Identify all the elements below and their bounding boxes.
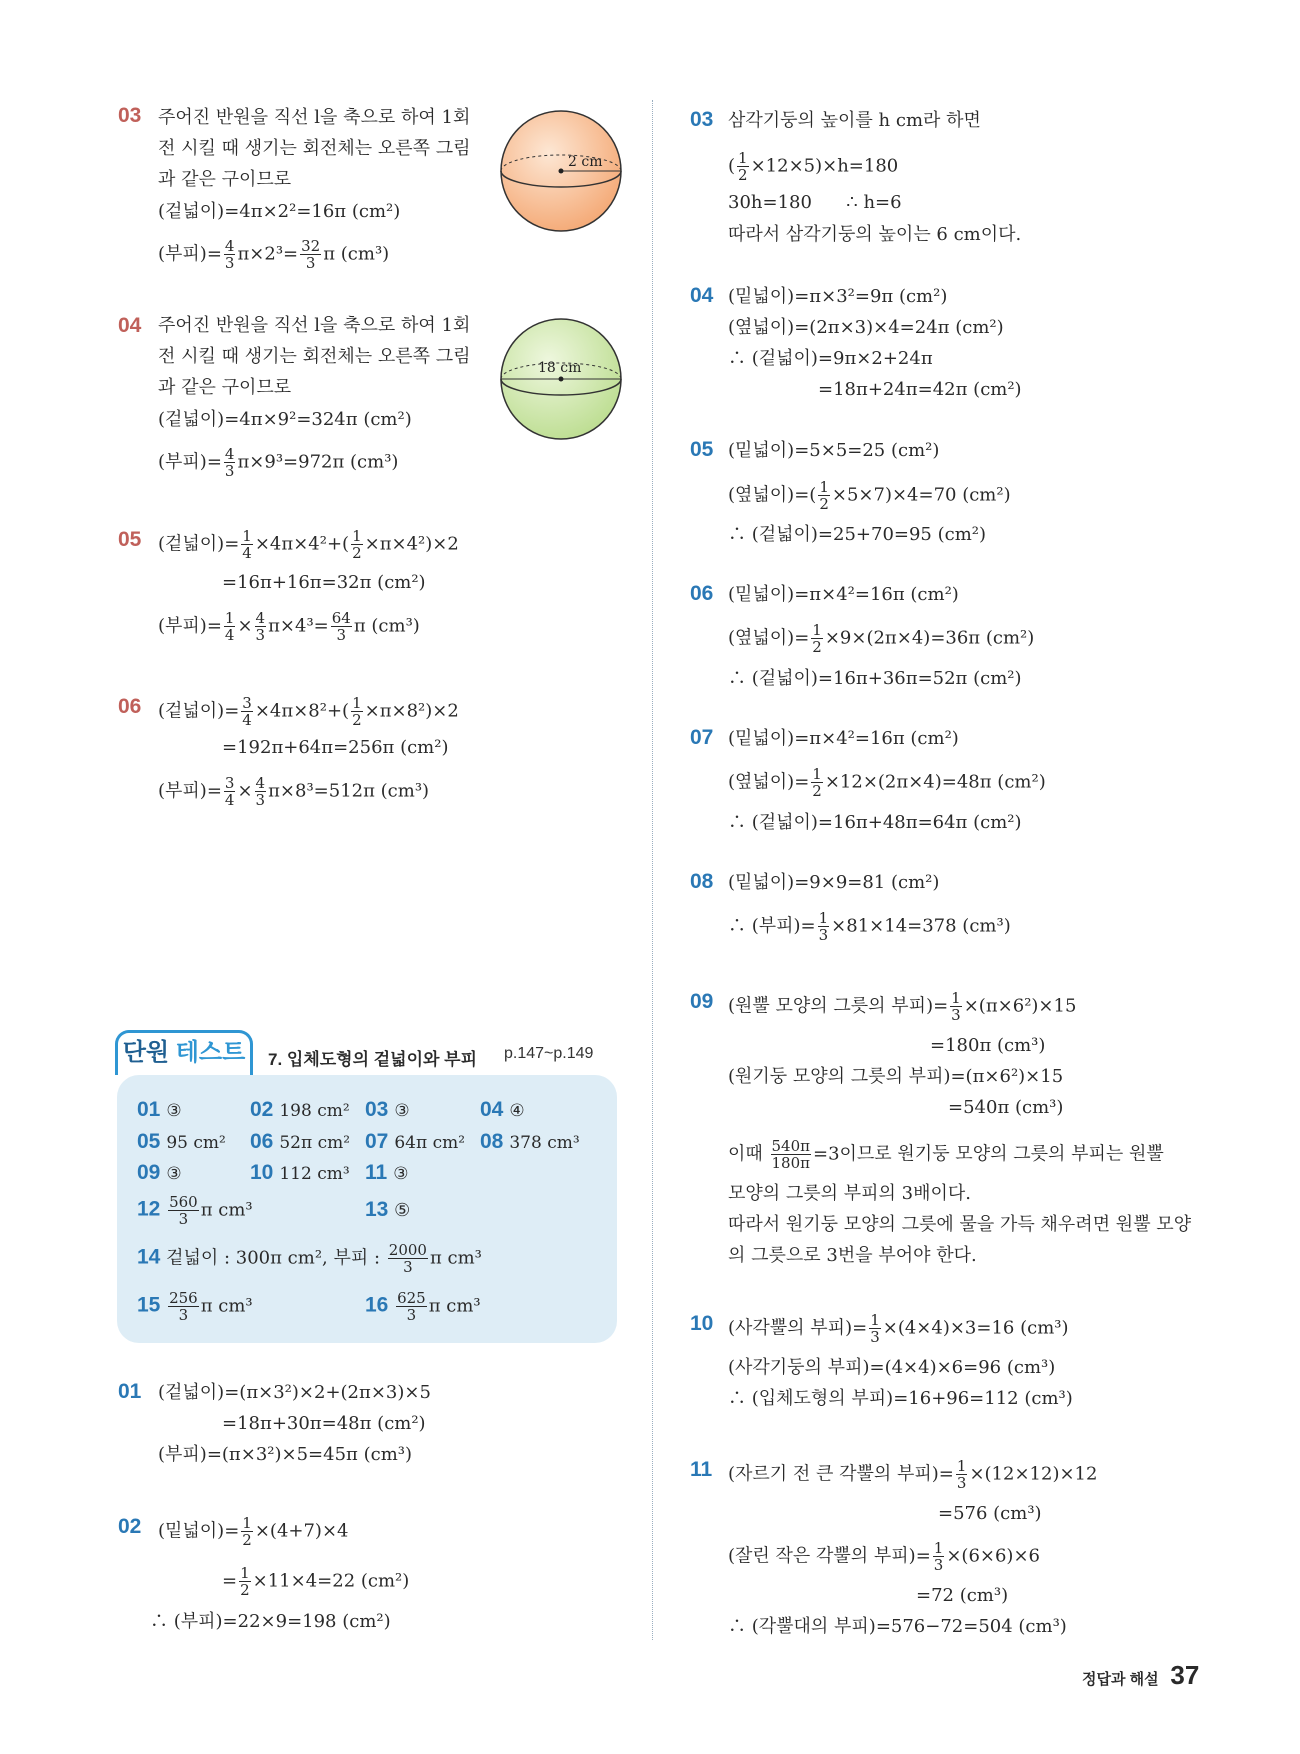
answer-14: 14 겉넓이 : 300π cm², 부피 : $\frac{2000}{3}$ π cm³ (137, 1241, 482, 1276)
surface-area-line: (겉넓이)=4π×9²=324π (cm²) (158, 409, 412, 430)
problem-number: 05 (690, 438, 714, 461)
footer-label: 정답과 해설 (1082, 1671, 1159, 1688)
text-line: 따라서 원기둥 모양의 그릇에 물을 가득 채우려면 원뿔 모양 (728, 1214, 1192, 1235)
fraction: $\frac{32}{3}$ (301, 237, 321, 272)
text-line: =72 (cm³) (916, 1585, 1009, 1606)
page-number: 37 (1170, 1660, 1200, 1690)
sphere-figure-radius (498, 108, 624, 234)
answer-number: 03 (365, 1098, 389, 1121)
answer-value: ③ (394, 1101, 410, 1121)
answer-item (250, 1161, 350, 1185)
answer-number: 02 (250, 1098, 274, 1121)
column-divider (652, 100, 653, 1640)
page-footer (1082, 1660, 1199, 1691)
text-line: 30h=180 ∴ h=6 (728, 192, 902, 213)
problem-number: 04 (118, 314, 142, 337)
text-line: =18π+30π=48π (cm²) (222, 1413, 426, 1434)
problem-number: 05 (118, 528, 142, 551)
radius-label: 2 cm (568, 154, 603, 170)
answer-item (480, 1130, 580, 1154)
text-line: ∴ (부피)= $\frac{1}{3}$ ×81×14=378 (cm³) (728, 909, 1011, 944)
text-line: (옆넓이)=(2π×3)×4=24π (cm²) (728, 317, 1004, 338)
text-line: (밑넓이)=π×4²=16π (cm²) (728, 584, 959, 605)
problem-number: 07 (690, 726, 714, 749)
fraction: $\frac{1}{2}$ (352, 527, 362, 562)
volume-line: (부피)= $\frac{1}{4}$ × $\frac{4}{3}$ π×4³= $\frac{64}{3}$ π (cm³) (158, 609, 420, 644)
diameter-label: 18 cm (538, 360, 582, 376)
answer-value: 52π cm² (279, 1133, 351, 1153)
answer-number: 04 (480, 1098, 504, 1121)
answer-item (137, 1098, 182, 1122)
text-line: =192π+64π=256π (cm²) (222, 737, 449, 758)
unit-test-title: 7. 입체도형의 겉넓이와 부피 (268, 1050, 477, 1069)
text-line: ( $\frac{1}{2}$ ×12×5)×h=180 (728, 149, 899, 184)
answer-item (250, 1130, 350, 1154)
text-line: (원뿔 모양의 그릇의 부피)= $\frac{1}{3}$ ×(π×6²)×15 (728, 989, 1077, 1024)
volume-line: (부피)= $\frac{4}{3}$ π×2³= $\frac{32}{3}$ π (cm³) (158, 237, 390, 272)
answer-item (250, 1098, 350, 1122)
answer-number: 10 (250, 1161, 274, 1184)
problem-number: 04 (690, 284, 714, 307)
text-line: =576 (cm³) (938, 1503, 1042, 1524)
text-line: (밑넓이)= $\frac{1}{2}$ ×(4+7)×4 (158, 1514, 349, 1549)
problem-number: 09 (690, 990, 714, 1013)
text-line: (사각기둥의 부피)=(4×4)×6=96 (cm³) (728, 1357, 1056, 1378)
unit-test-tab: 단원 테스트 (115, 1030, 253, 1075)
answer-value: 64π cm² (394, 1133, 466, 1153)
problem-number: 10 (690, 1312, 714, 1335)
answer-number: 05 (137, 1130, 161, 1153)
answer-item (137, 1161, 182, 1185)
problem-number: 03 (690, 108, 714, 131)
answer-number: 07 (365, 1130, 389, 1153)
text-line: = $\frac{1}{2}$ ×11×4=22 (cm²) (222, 1564, 410, 1599)
answer-value: 198 cm² (279, 1101, 350, 1121)
fraction: $\frac{1}{2}$ (738, 149, 748, 184)
text-line: 주어진 반원을 직선 l을 축으로 하여 1회 (158, 107, 471, 128)
text-line: ∴ (입체도형의 부피)=16+96=112 (cm³) (728, 1388, 1073, 1409)
fraction: $\frac{1}{2}$ (812, 765, 822, 800)
answer-item (365, 1098, 410, 1122)
answer-value: 378 cm³ (509, 1133, 580, 1153)
fraction: $\frac{1}{2}$ (819, 478, 829, 513)
text-line: ∴ (겉넓이)=9π×2+24π (728, 348, 933, 369)
text-line: (옆넓이)= $\frac{1}{2}$ ×12×(2π×4)=48π (cm²) (728, 765, 1046, 800)
text-line: (옆넓이)=( $\frac{1}{2}$ ×5×7)×4=70 (cm²) (728, 478, 1011, 513)
answer-item (365, 1130, 465, 1154)
problem-number: 02 (118, 1515, 142, 1538)
fraction: $\frac{4}{3}$ (224, 445, 235, 480)
fraction: $\frac{1}{2}$ (812, 621, 822, 656)
fraction: $\frac{1}{3}$ (951, 989, 961, 1024)
sphere-figure-diameter (498, 316, 624, 442)
answer-number: 08 (480, 1130, 504, 1153)
text-line: =180π (cm³) (930, 1035, 1046, 1056)
problem-number: 01 (118, 1380, 142, 1403)
text-line: =16π+16π=32π (cm²) (222, 572, 426, 593)
text-line: ∴ (각뿔대의 부피)=576−72=504 (cm³) (728, 1616, 1067, 1637)
text-line: (밑넓이)=π×3²=9π (cm²) (728, 286, 948, 307)
volume-line: (부피)= $\frac{4}{3}$ π×9³=972π (cm³) (158, 445, 399, 480)
surface-area-line: (겉넓이)= $\frac{1}{4}$ ×4π×4²+( $\frac{1}{2}$ ×π×4²)×2 (158, 527, 459, 562)
text-line: 전 시킬 때 생기는 회전체는 오른쪽 그림 (158, 138, 471, 159)
text-line: 과 같은 구이므로 (158, 377, 292, 398)
answer-number: 11 (365, 1161, 388, 1184)
problem-number: 11 (690, 1458, 713, 1481)
surface-area-line: (겉넓이)=4π×2²=16π (cm²) (158, 201, 401, 222)
answer-item (365, 1161, 408, 1185)
text-line: 과 같은 구이므로 (158, 169, 292, 190)
text-line: ∴ (부피)=22×9=198 (cm²) (150, 1611, 391, 1632)
answer-16: 16 $\frac{625}{3}$ π cm³ (365, 1289, 481, 1324)
fraction: $\frac{4}{3}$ (255, 609, 266, 644)
answer-value: ④ (509, 1101, 525, 1121)
text-line: 따라서 삼각기둥의 높이는 6 cm이다. (728, 224, 1022, 245)
fraction: $\frac{4}{3}$ (224, 237, 235, 272)
text-line: (자르기 전 큰 각뿔의 부피)= $\frac{1}{3}$ ×(12×12)×12 (728, 1457, 1098, 1492)
text-line: (밑넓이)=π×4²=16π (cm²) (728, 728, 959, 749)
answer-number: 06 (250, 1130, 274, 1153)
text-line: ∴ (겉넓이)=25+70=95 (cm²) (728, 524, 987, 545)
fraction: $\frac{1}{3}$ (956, 1457, 967, 1492)
text-line: (잘린 작은 각뿔의 부피)= $\frac{1}{3}$ ×(6×6)×6 (728, 1539, 1040, 1574)
text-line: ∴ (겉넓이)=16π+48π=64π (cm²) (728, 812, 1022, 833)
fraction: $\frac{64}{3}$ (331, 609, 351, 644)
answer-number: 09 (137, 1161, 161, 1184)
text-line: =540π (cm³) (948, 1097, 1064, 1118)
text-line: 모양의 그릇의 부피의 3배이다. (728, 1183, 971, 1204)
text-line: (옆넓이)= $\frac{1}{2}$ ×9×(2π×4)=36π (cm²) (728, 621, 1035, 656)
problem-number: 08 (690, 870, 714, 893)
text-line: (겉넓이)=(π×3²)×2+(2π×3)×5 (158, 1382, 431, 1403)
text-line: 삼각기둥의 높이를 h cm라 하면 (728, 110, 981, 131)
text-line: (부피)=(π×3²)×5=45π (cm³) (158, 1444, 413, 1465)
answer-13: 13 ⑤ (365, 1198, 411, 1221)
text-line: ∴ (겉넓이)=16π+36π=52π (cm²) (728, 668, 1022, 689)
volume-line: (부피)= $\frac{3}{4}$ × $\frac{4}{3}$ π×8³=512π (cm³) (158, 774, 430, 809)
answer-item (137, 1130, 226, 1154)
text-line: (밑넓이)=5×5=25 (cm²) (728, 440, 940, 461)
answer-item (480, 1098, 525, 1122)
fraction: $\frac{1}{3}$ (933, 1539, 944, 1574)
answer-12: 12 $\frac{560}{3}$ π cm³ (137, 1193, 253, 1228)
answer-value: 112 cm³ (279, 1164, 350, 1184)
text-line: (사각뿔의 부피)= $\frac{1}{3}$ ×(4×4)×3=16 (cm³) (728, 1311, 1069, 1346)
fraction: $\frac{1}{2}$ (242, 1514, 252, 1549)
answer-value: ③ (166, 1164, 182, 1184)
text-line: 의 그릇으로 3번을 부어야 한다. (728, 1245, 977, 1266)
fraction: $\frac{1}{2}$ (352, 694, 362, 729)
fraction: $\frac{3}{4}$ (224, 774, 235, 809)
fraction: $\frac{1}{2}$ (240, 1564, 250, 1599)
text-line: 주어진 반원을 직선 l을 축으로 하여 1회 (158, 315, 471, 336)
answer-number: 01 (137, 1098, 161, 1121)
fraction: $\frac{1}{3}$ (870, 1311, 880, 1346)
answer-value: ③ (166, 1101, 182, 1121)
fraction: $\frac{1}{4}$ (224, 609, 235, 644)
surface-area-line: (겉넓이)= $\frac{3}{4}$ ×4π×8²+( $\frac{1}{2}$ ×π×8²)×2 (158, 694, 459, 729)
answer-value: 95 cm² (166, 1133, 226, 1153)
text-line: (원기둥 모양의 그릇의 부피)=(π×6²)×15 (728, 1066, 1064, 1087)
problem-number: 06 (118, 695, 142, 718)
text-line: =18π+24π=42π (cm²) (818, 379, 1022, 400)
page-range: p.147~p.149 (504, 1045, 594, 1062)
text-line: (밑넓이)=9×9=81 (cm²) (728, 872, 940, 893)
fraction: $\frac{1}{3}$ (818, 909, 829, 944)
text-line: 이때 $\frac{540\pi}{180\pi}$ =3이므로 원기둥 모양의 그릇의 부피는 원뿔 (728, 1137, 1164, 1172)
fraction: $\frac{4}{3}$ (255, 774, 266, 809)
fraction: $\frac{3}{4}$ (242, 694, 252, 729)
text-line: 전 시킬 때 생기는 회전체는 오른쪽 그림 (158, 346, 471, 367)
problem-number: 06 (690, 582, 714, 605)
fraction: $\frac{1}{4}$ (242, 527, 252, 562)
fraction: $\frac{540\pi}{180\pi}$ (771, 1137, 810, 1172)
problem-number: 03 (118, 104, 142, 127)
answer-value: ③ (393, 1164, 409, 1184)
answer-15: 15 $\frac{256}{3}$ π cm³ (137, 1289, 253, 1324)
